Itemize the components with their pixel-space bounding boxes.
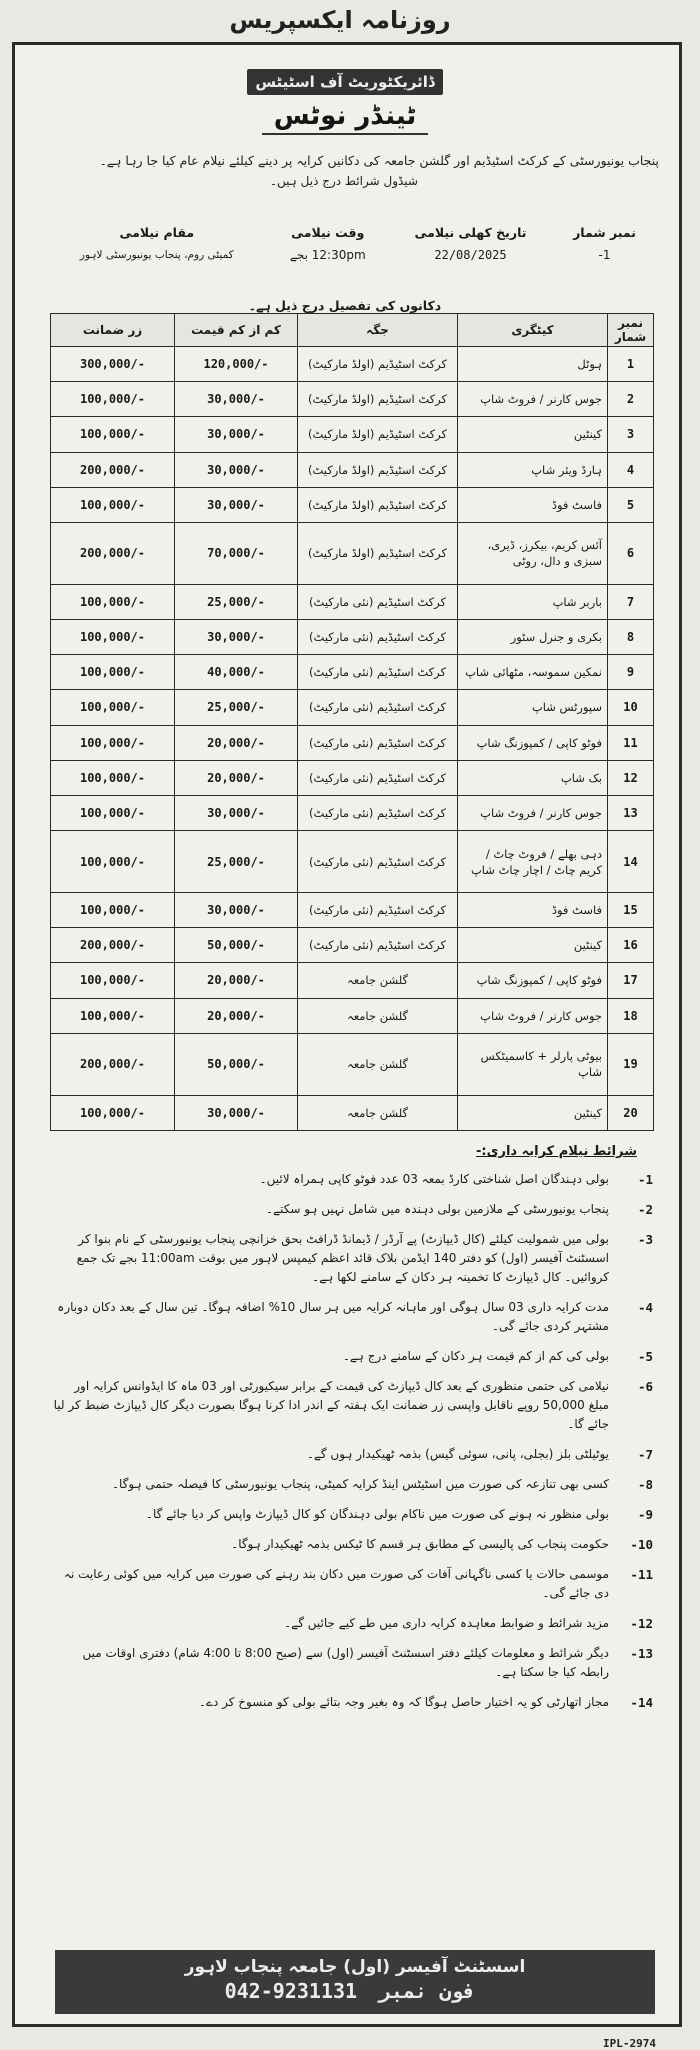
shop-sr-cell: 19: [608, 1033, 654, 1095]
shop-row: [51, 893, 654, 928]
term-text: بولی میں شمولیت کیلئے (کال ڈیپازٹ) پے آرڈر / ڈیمانڈ ڈرافٹ بحق خزانچی پنجاب یونیورسٹی کے نام بنوا کر اسسٹنٹ آفیسر (اول) کو دفتر 140 ایڈمن بلاک قائد اعظم کیمپس لاہور میں بوقت 11:00am بجے تک جمع کروائیں۔ کال ڈیپازٹ کا تخمینہ ہر دکان کے سامنے لکھا ہے۔: [76, 1232, 609, 1284]
term-number: -1: [637, 1172, 653, 1187]
ipl-code: IPL-2974: [603, 2037, 656, 2050]
shop-row: [51, 417, 654, 452]
term-number: -10: [630, 1537, 653, 1552]
shop-security-cell: 100,000/-: [51, 655, 175, 690]
tender-notice: [12, 42, 682, 2050]
shop-min-price-cell: 30,000/-: [175, 382, 298, 417]
term-item: [53, 1445, 653, 1464]
newspaper-masthead: [120, 0, 560, 40]
term-item: [53, 1298, 653, 1336]
shop-row: [51, 963, 654, 998]
term-number: -7: [637, 1447, 653, 1462]
shop-category-cell: کینٹین: [458, 928, 608, 963]
term-number: -12: [630, 1616, 653, 1631]
shop-category-cell: بک شاپ: [458, 760, 608, 795]
shop-category-cell: جوس کارنر / فروٹ شاپ: [458, 998, 608, 1033]
masthead-text: روزنامہ ایکسپریس: [229, 6, 451, 34]
shop-security-cell: 100,000/-: [51, 690, 175, 725]
term-text: مدت کرایہ داری 03 سال ہوگی اور ماہانہ کرایہ میں ہر سال 10% اضافہ ہوگا۔ تین سال کے بعد دکان دوبارہ مشتہر کردی جائے گی۔: [57, 1300, 609, 1333]
shops-header-row: [51, 314, 654, 347]
intro-line-1: پنجاب یونیورسٹی کے کرکٹ اسٹیڈیم اور گلشن جامعہ کی دکانیں کرایہ پر دینے کیلئے نیلام عام کیا جا رہا ہے۔: [99, 153, 659, 168]
shop-category-cell: فاسٹ فوڈ: [458, 487, 608, 522]
shop-min-price-cell: 20,000/-: [175, 998, 298, 1033]
shop-sr-cell: 9: [608, 655, 654, 690]
shop-category-cell: دہی بھلے / فروٹ چاٹ / کریم چاٹ / اچار چاٹ شاپ: [458, 831, 608, 893]
shop-min-price-cell: 20,000/-: [175, 760, 298, 795]
term-number: -14: [630, 1695, 653, 1710]
shop-row: [51, 928, 654, 963]
shop-sr-cell: 1: [608, 347, 654, 382]
shop-sr-cell: 17: [608, 963, 654, 998]
term-number: -8: [637, 1477, 653, 1492]
shop-sr-cell: 20: [608, 1095, 654, 1130]
shop-sr-cell: 13: [608, 795, 654, 830]
shop-min-price-cell: 20,000/-: [175, 963, 298, 998]
shop-min-price-cell: 30,000/-: [175, 795, 298, 830]
term-number: -11: [630, 1567, 653, 1582]
shops-caption: دکانوں کی تفصیل درج ذیل ہے۔: [248, 298, 442, 313]
shop-security-cell: 100,000/-: [51, 893, 175, 928]
schedule-header-cell: مقام نیلامی: [119, 225, 195, 240]
shop-row: [51, 1033, 654, 1095]
shops-header-cell: زر ضمانت: [51, 314, 175, 347]
schedule-row: [45, 244, 655, 266]
shops-header-cell: کم از کم قیمت: [175, 314, 298, 347]
shop-sr-cell: 15: [608, 893, 654, 928]
shop-category-cell: نمکین سموسہ، مٹھائی شاپ: [458, 655, 608, 690]
shop-sr-cell: 5: [608, 487, 654, 522]
schedule-header-cell: وقت نیلامی: [291, 225, 365, 240]
shop-min-price-cell: 30,000/-: [175, 452, 298, 487]
term-item: [53, 1377, 653, 1434]
shop-row: [51, 347, 654, 382]
shop-sr-cell: 4: [608, 452, 654, 487]
shop-min-price-cell: 30,000/-: [175, 620, 298, 655]
shop-category-cell: ہارڈ ویئر شاپ: [458, 452, 608, 487]
shop-security-cell: 200,000/-: [51, 1033, 175, 1095]
shop-row: [51, 655, 654, 690]
shop-category-cell: کینٹین: [458, 417, 608, 452]
shop-sr-cell: 7: [608, 584, 654, 619]
shop-security-cell: 100,000/-: [51, 795, 175, 830]
terms-list: [53, 1170, 653, 1723]
term-item: [53, 1200, 653, 1219]
term-item: [53, 1693, 653, 1712]
shop-row: [51, 487, 654, 522]
schedule-cell: کمیٹی روم، پنجاب یونیورسٹی لاہور: [79, 249, 234, 261]
term-item: [53, 1347, 653, 1366]
shop-sr-cell: 6: [608, 522, 654, 584]
shop-location-cell: گلشن جامعہ: [298, 963, 458, 998]
shop-location-cell: کرکٹ اسٹیڈیم (نئی مارکیٹ): [298, 584, 458, 619]
term-number: -13: [630, 1646, 653, 1661]
shop-security-cell: 100,000/-: [51, 1095, 175, 1130]
terms-title: شرائط نیلام کرایہ داری:-: [475, 1144, 637, 1159]
term-text: حکومت پنجاب کی پالیسی کے مطابق ہر قسم کا ٹیکس بذمہ ٹھیکیدار ہوگا۔: [231, 1537, 609, 1551]
shop-location-cell: کرکٹ اسٹیڈیم (نئی مارکیٹ): [298, 795, 458, 830]
auction-schedule-table: [45, 221, 655, 266]
shop-security-cell: 100,000/-: [51, 831, 175, 893]
term-number: -3: [637, 1232, 653, 1247]
shop-row: [51, 690, 654, 725]
schedule-cell: -1: [598, 248, 611, 262]
shop-sr-cell: 10: [608, 690, 654, 725]
shop-security-cell: 100,000/-: [51, 998, 175, 1033]
phone-label: فون نمبر: [379, 1979, 476, 2003]
term-text: دیگر شرائط و معلومات کیلئے دفتر اسسٹنٹ آفیسر (اول) سے (صبح 8:00 تا 4:00 شام) دفتری اوقات میں رابطہ کیا جا سکتا ہے۔: [82, 1646, 609, 1679]
shop-sr-cell: 8: [608, 620, 654, 655]
shop-location-cell: کرکٹ اسٹیڈیم (اولڈ مارکیٹ): [298, 382, 458, 417]
shop-location-cell: کرکٹ اسٹیڈیم (نئی مارکیٹ): [298, 655, 458, 690]
shop-min-price-cell: 25,000/-: [175, 831, 298, 893]
phone-number: 042-9231131: [224, 1979, 358, 2003]
term-text: بولی دہندگان اصل شناختی کارڈ بمعہ 03 عدد فوٹو کاپی ہمراہ لائیں۔: [259, 1172, 609, 1186]
term-text: پنجاب یونیورسٹی کے ملازمین بولی دہندہ میں شامل نہیں ہو سکتے۔: [266, 1202, 609, 1216]
shops-table-wrap: [50, 313, 653, 1131]
shop-location-cell: کرکٹ اسٹیڈیم (نئی مارکیٹ): [298, 725, 458, 760]
shop-location-cell: کرکٹ اسٹیڈیم (نئی مارکیٹ): [298, 928, 458, 963]
shop-location-cell: کرکٹ اسٹیڈیم (اولڈ مارکیٹ): [298, 522, 458, 584]
term-item: [53, 1505, 653, 1524]
term-number: -4: [637, 1300, 653, 1315]
shop-sr-cell: 2: [608, 382, 654, 417]
term-text: بولی کی کم از کم قیمت ہر دکان کے سامنے درج ہے۔: [342, 1349, 609, 1363]
shop-category-cell: سپورٹس شاپ: [458, 690, 608, 725]
shop-category-cell: جوس کارنر / فروٹ شاپ: [458, 382, 608, 417]
shop-row: [51, 795, 654, 830]
intro-text: [29, 151, 659, 191]
footer-signature: اسسٹنٹ آفیسر (اول) جامعہ پنجاب لاہور: [184, 1957, 526, 1977]
intro-line-2: شیڈول شرائط درج ذیل ہیں۔: [270, 174, 418, 188]
shop-security-cell: 100,000/-: [51, 382, 175, 417]
shop-sr-cell: 16: [608, 928, 654, 963]
shop-category-cell: ہوٹل: [458, 347, 608, 382]
shop-min-price-cell: 30,000/-: [175, 1095, 298, 1130]
shops-header-cell: جگہ: [298, 314, 458, 347]
shop-security-cell: 100,000/-: [51, 725, 175, 760]
term-item: [53, 1535, 653, 1554]
shop-location-cell: کرکٹ اسٹیڈیم (نئی مارکیٹ): [298, 760, 458, 795]
shop-location-cell: کرکٹ اسٹیڈیم (نئی مارکیٹ): [298, 893, 458, 928]
shop-security-cell: 300,000/-: [51, 347, 175, 382]
term-text: مجاز اتھارٹی کو یہ اختیار حاصل ہوگا کہ وہ بغیر وجہ بتائے بولی کو منسوخ کر دے۔: [198, 1695, 609, 1709]
shop-row: [51, 725, 654, 760]
shop-row: [51, 831, 654, 893]
shop-row: [51, 1095, 654, 1130]
shop-category-cell: بکری و جنرل سٹور: [458, 620, 608, 655]
shop-min-price-cell: 20,000/-: [175, 725, 298, 760]
term-item: [53, 1614, 653, 1633]
term-text: نیلامی کی حتمی منظوری کے بعد کال ڈیپازٹ کی قیمت کے برابر سیکیورٹی اور 03 ماہ کا ایڈوانس کرایہ اور مبلغ 50,000 روپے ناقابل واپسی زر ضمانت ایک ہفتہ کے اندر ادا کرنا ہوگا بصورت دیگر کال ڈیپازٹ ضبط کر لیا جائے گا۔: [53, 1379, 609, 1431]
shop-category-cell: فاسٹ فوڈ: [458, 893, 608, 928]
term-text: بولی منظور نہ ہونے کی صورت میں ناکام بولی دہندگان کو کال ڈیپازٹ واپس کر دیا جائے گا۔: [145, 1507, 609, 1521]
shop-security-cell: 100,000/-: [51, 963, 175, 998]
shop-location-cell: کرکٹ اسٹیڈیم (نئی مارکیٹ): [298, 690, 458, 725]
shop-min-price-cell: 40,000/-: [175, 655, 298, 690]
shop-category-cell: بیوٹی پارلر + کاسمیٹکس شاپ: [458, 1033, 608, 1095]
shop-min-price-cell: 30,000/-: [175, 487, 298, 522]
shop-category-cell: فوٹو کاپی / کمپوزنگ شاپ: [458, 963, 608, 998]
shop-sr-cell: 3: [608, 417, 654, 452]
shop-min-price-cell: 30,000/-: [175, 417, 298, 452]
shop-row: [51, 760, 654, 795]
shop-sr-cell: 14: [608, 831, 654, 893]
shop-security-cell: 100,000/-: [51, 584, 175, 619]
shop-location-cell: گلشن جامعہ: [298, 1033, 458, 1095]
notice-title: ٹینڈر نوٹس: [262, 101, 429, 135]
shop-security-cell: 200,000/-: [51, 928, 175, 963]
shop-security-cell: 100,000/-: [51, 760, 175, 795]
shop-row: [51, 620, 654, 655]
schedule-header-cell: نمبر شمار: [573, 225, 636, 240]
shop-security-cell: 100,000/-: [51, 620, 175, 655]
schedule-cell: 22/08/2025: [434, 248, 507, 262]
term-number: -6: [637, 1379, 653, 1394]
term-text: یوٹیلٹی بلز (بجلی، پانی، سوئی گیس) بذمہ ٹھیکیدار ہوں گے۔: [306, 1447, 609, 1461]
shop-category-cell: جوس کارنر / فروٹ شاپ: [458, 795, 608, 830]
shop-min-price-cell: 120,000/-: [175, 347, 298, 382]
shops-header-cell: کیٹگری: [458, 314, 608, 347]
shop-row: [51, 998, 654, 1033]
shop-min-price-cell: 25,000/-: [175, 584, 298, 619]
term-item: [53, 1230, 653, 1287]
shop-row: [51, 584, 654, 619]
shop-category-cell: فوٹو کاپی / کمپوزنگ شاپ: [458, 725, 608, 760]
term-item: [53, 1170, 653, 1189]
shop-row: [51, 452, 654, 487]
shop-min-price-cell: 50,000/-: [175, 1033, 298, 1095]
shop-security-cell: 100,000/-: [51, 487, 175, 522]
term-text: مزید شرائط و ضوابط معاہدہ کرایہ داری میں طے کیے جائیں گے۔: [284, 1616, 609, 1630]
shop-category-cell: آئس کریم، بیکرز، ڈیری، سبزی و دال، روٹی: [458, 522, 608, 584]
shop-location-cell: کرکٹ اسٹیڈیم (اولڈ مارکیٹ): [298, 487, 458, 522]
term-text: کسی بھی تنازعہ کی صورت میں اسٹیٹس اینڈ کرایہ کمیٹی، پنجاب یونیورسٹی کا فیصلہ حتمی ہوگا۔: [111, 1477, 609, 1491]
shops-header-cell: نمبر شمار: [608, 314, 654, 347]
term-number: -2: [637, 1202, 653, 1217]
term-item: [53, 1644, 653, 1682]
shop-min-price-cell: 30,000/-: [175, 893, 298, 928]
shop-security-cell: 200,000/-: [51, 452, 175, 487]
shop-location-cell: کرکٹ اسٹیڈیم (اولڈ مارکیٹ): [298, 452, 458, 487]
schedule-header-cell: تاریخ کھلی نیلامی: [414, 225, 527, 240]
shops-table: [50, 313, 654, 1131]
shop-location-cell: گلشن جامعہ: [298, 1095, 458, 1130]
shop-row: [51, 522, 654, 584]
term-item: [53, 1565, 653, 1603]
shop-location-cell: کرکٹ اسٹیڈیم (نئی مارکیٹ): [298, 831, 458, 893]
shop-min-price-cell: 70,000/-: [175, 522, 298, 584]
shop-category-cell: کینٹین: [458, 1095, 608, 1130]
department-name: ڈائریکٹوریٹ آف اسٹیٹس: [247, 69, 442, 95]
shop-row: [51, 382, 654, 417]
shop-location-cell: کرکٹ اسٹیڈیم (نئی مارکیٹ): [298, 620, 458, 655]
shop-location-cell: گلشن جامعہ: [298, 998, 458, 1033]
term-item: [53, 1475, 653, 1494]
shop-location-cell: کرکٹ اسٹیڈیم (اولڈ مارکیٹ): [298, 347, 458, 382]
notice-header: [215, 69, 475, 135]
term-number: -5: [637, 1349, 653, 1364]
shop-min-price-cell: 50,000/-: [175, 928, 298, 963]
schedule-header-row: [45, 221, 655, 244]
shop-sr-cell: 12: [608, 760, 654, 795]
footer-phone-line: [55, 1979, 655, 2003]
shop-sr-cell: 11: [608, 725, 654, 760]
shop-security-cell: 200,000/-: [51, 522, 175, 584]
shop-location-cell: کرکٹ اسٹیڈیم (اولڈ مارکیٹ): [298, 417, 458, 452]
shop-min-price-cell: 25,000/-: [175, 690, 298, 725]
shop-sr-cell: 18: [608, 998, 654, 1033]
schedule-cell: 12:30pm بجے: [289, 248, 366, 262]
term-text: موسمی حالات یا کسی ناگہانی آفات کی صورت میں دکان بند رہنے کی صورت میں کرایہ میں کوئی رعایت نہ دی جائے گی۔: [63, 1567, 609, 1600]
shop-category-cell: باربر شاپ: [458, 584, 608, 619]
term-number: -9: [637, 1507, 653, 1522]
shop-security-cell: 100,000/-: [51, 417, 175, 452]
footer-banner: [55, 1950, 655, 2014]
